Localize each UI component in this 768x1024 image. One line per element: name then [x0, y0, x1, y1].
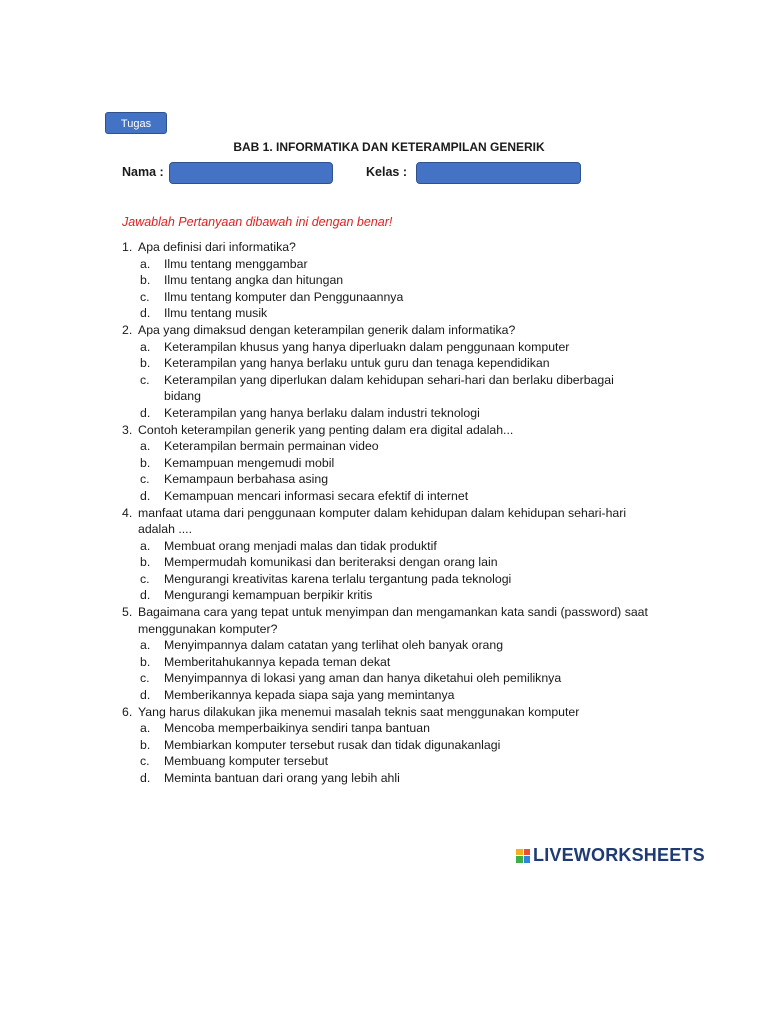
option-4-a[interactable] — [122, 538, 652, 555]
question-text: manfaat utama dari penggunaan komputer dalam kehidupan dalam kehidupan sehari-hari adalah .... — [138, 505, 627, 537]
question-number: 3. — [122, 422, 133, 437]
option-3-c[interactable] — [122, 471, 652, 488]
option-text: Kemampuan mencari informasi secara efektif di internet — [164, 488, 469, 503]
option-text: Membuat orang menjadi malas dan tidak produktif — [164, 538, 437, 553]
option-1-c[interactable] — [122, 289, 652, 306]
name-label: Nama : — [122, 165, 164, 179]
option-text: Mempermudah komunikasi dan beriteraksi dengan orang lain — [164, 555, 498, 570]
option-text: Mengurangi kemampuan berpikir kritis — [164, 588, 373, 603]
option-letter: d. — [140, 771, 151, 785]
option-5-b[interactable] — [122, 654, 652, 671]
logo-text: LIVEWORKSHEETS — [533, 845, 705, 865]
question-number: 4. — [122, 505, 133, 520]
option-letter: b. — [140, 455, 151, 470]
option-letter: c. — [140, 472, 150, 487]
option-letter: a. — [140, 256, 151, 271]
option-text: Keterampilan khusus yang hanya diperluakn dalam penggunaan komputer — [164, 339, 570, 354]
option-2-b[interactable] — [122, 355, 652, 372]
option-text: Membiarkan komputer tersebut rusak dan tidak digunakanlagi — [164, 737, 501, 752]
option-letter: d. — [140, 488, 151, 503]
option-text: Ilmu tentang komputer dan Penggunaannya — [164, 289, 404, 304]
question-number: 6. — [122, 704, 133, 719]
option-letter: a. — [140, 339, 151, 354]
option-letter: c. — [140, 372, 150, 387]
option-letter: c. — [140, 289, 150, 304]
option-letter: b. — [140, 654, 151, 669]
option-1-d[interactable] — [122, 305, 652, 322]
option-text: Mengurangi kreativitas karena terlalu tergantung pada teknologi — [164, 571, 512, 586]
question-number: 1. — [122, 240, 133, 254]
option-text: Menyimpannya di lokasi yang aman dan hanya diketahui oleh pemiliknya — [164, 671, 562, 686]
question-list — [122, 239, 652, 787]
option-text: Mencoba memperbaikinya sendiri tanpa bantuan — [164, 721, 430, 736]
question-3 — [122, 422, 652, 439]
option-text: Keterampilan yang diperlukan dalam kehidupan sehari-hari dan berlaku diberbagai bidang — [164, 372, 614, 404]
question-5 — [122, 604, 652, 637]
class-label: Kelas : — [366, 165, 407, 179]
tugas-tag: Tugas — [105, 112, 167, 134]
question-text: Apa yang dimaksud dengan keterampilan generik dalam informatika? — [138, 322, 516, 337]
option-letter: b. — [140, 555, 151, 570]
option-1-b[interactable] — [122, 272, 652, 289]
question-text: Apa definisi dari informatika? — [138, 240, 296, 254]
option-letter: a. — [140, 721, 151, 736]
option-4-d[interactable] — [122, 587, 652, 604]
option-2-c[interactable] — [122, 372, 652, 405]
option-letter: b. — [140, 273, 151, 288]
option-letter: c. — [140, 571, 150, 586]
option-letter: d. — [140, 688, 151, 703]
option-3-b[interactable] — [122, 455, 652, 472]
question-6 — [122, 704, 652, 721]
option-text: Keterampilan yang hanya berlaku untuk guru dan tenaga kependidikan — [164, 356, 550, 371]
page-title: BAB 1. INFORMATIKA DAN KETERAMPILAN GENERIK — [233, 140, 545, 154]
option-6-c[interactable] — [122, 753, 652, 770]
option-3-d[interactable] — [122, 488, 652, 505]
question-text: Contoh keterampilan generik yang penting dalam era digital adalah... — [138, 422, 514, 437]
option-text: Meminta bantuan dari orang yang lebih ahli — [164, 771, 400, 785]
option-letter: d. — [140, 306, 151, 321]
question-text: Bagaimana cara yang tepat untuk menyimpan dan mengamankan kata sandi (password) saat menggunakan komputer? — [138, 605, 648, 636]
option-text: Kemampuan mengemudi mobil — [164, 455, 335, 470]
option-letter: a. — [140, 439, 151, 454]
option-letter: d. — [140, 588, 151, 603]
option-3-a[interactable] — [122, 438, 652, 455]
option-text: Memberitahukannya kepada teman dekat — [164, 654, 391, 669]
option-letter: a. — [140, 538, 151, 553]
option-5-d[interactable] — [122, 687, 652, 704]
option-letter: b. — [140, 356, 151, 371]
option-text: Memberikannya kepada siapa saja yang memintanya — [164, 688, 455, 703]
option-6-b[interactable] — [122, 737, 652, 754]
option-5-c[interactable] — [122, 670, 652, 687]
option-text: Ilmu tentang angka dan hitungan — [164, 273, 344, 288]
option-letter: a. — [140, 638, 151, 653]
option-text: Ilmu tentang menggambar — [164, 256, 308, 271]
question-number: 5. — [122, 605, 133, 620]
option-6-d[interactable] — [122, 770, 652, 787]
option-text: Ilmu tentang musik — [164, 306, 268, 321]
option-text: Keterampilan yang hanya berlaku dalam industri teknologi — [164, 405, 480, 420]
option-text: Menyimpannya dalam catatan yang terlihat oleh banyak orang — [164, 638, 504, 653]
name-input[interactable] — [169, 162, 333, 184]
option-5-a[interactable] — [122, 637, 652, 654]
option-6-a[interactable] — [122, 720, 652, 737]
question-number: 2. — [122, 322, 133, 337]
option-letter: c. — [140, 754, 150, 769]
option-text: Membuang komputer tersebut — [164, 754, 329, 769]
option-4-c[interactable] — [122, 571, 652, 588]
option-letter: b. — [140, 737, 151, 752]
option-1-a[interactable] — [122, 256, 652, 273]
liveworksheets-logo — [516, 845, 705, 866]
option-letter: d. — [140, 405, 151, 420]
option-text: Kemampaun berbahasa asing — [164, 472, 329, 487]
option-4-b[interactable] — [122, 554, 652, 571]
option-text: Keterampilan bermain permainan video — [164, 439, 379, 454]
question-2 — [122, 322, 652, 339]
question-1 — [122, 239, 652, 256]
option-letter: c. — [140, 671, 150, 686]
question-4 — [122, 505, 652, 538]
instruction-text: Jawablah Pertanyaan dibawah ini dengan benar! — [122, 215, 393, 229]
logo-mark-icon — [516, 849, 530, 863]
question-text: Yang harus dilakukan jika menemui masalah teknis saat menggunakan komputer — [138, 704, 580, 719]
option-2-d[interactable] — [122, 405, 652, 422]
class-input[interactable] — [416, 162, 581, 184]
option-2-a[interactable] — [122, 339, 652, 356]
